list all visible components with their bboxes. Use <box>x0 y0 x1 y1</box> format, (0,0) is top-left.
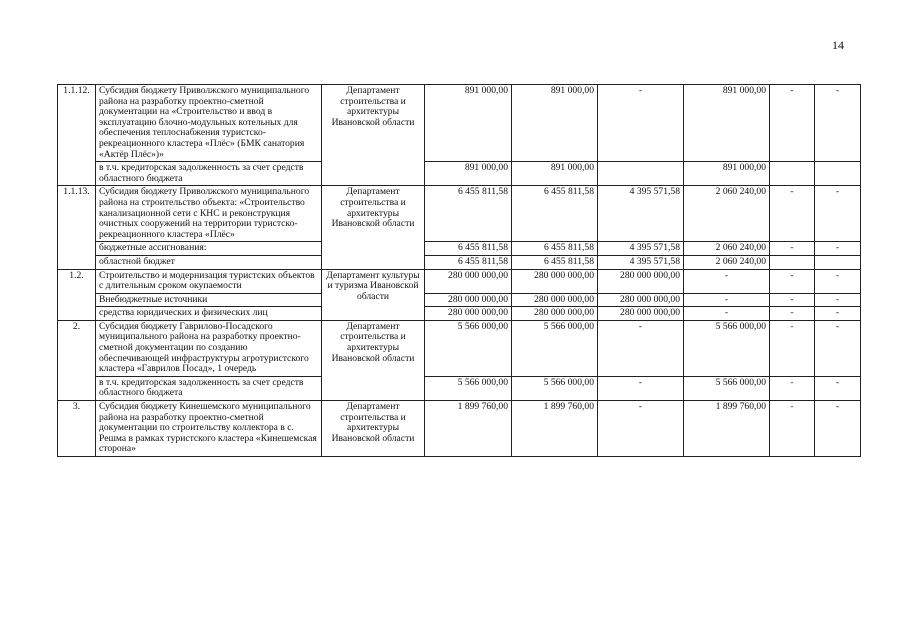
table-row <box>58 186 861 242</box>
amount-cell: 891 000,00 <box>512 162 598 186</box>
amount-cell: 4 395 571,58 <box>598 255 684 269</box>
responsible-department: Департамент строительства и архитектуры Ивановской области <box>322 320 425 400</box>
amount-cell: - <box>684 307 770 321</box>
amount-cell: - <box>815 293 861 307</box>
amount-cell <box>770 255 815 269</box>
amount-cell: - <box>770 320 815 376</box>
amount-cell: 5 566 000,00 <box>425 320 512 376</box>
amount-cell: 2 060 240,00 <box>684 186 770 242</box>
amount-cell: 891 000,00 <box>425 162 512 186</box>
amount-cell: 5 566 000,00 <box>684 376 770 400</box>
amount-cell: - <box>598 376 684 400</box>
amount-cell: - <box>815 307 861 321</box>
amount-cell: 891 000,00 <box>684 162 770 186</box>
table-row <box>58 376 861 400</box>
amount-cell: 6 455 811,58 <box>425 186 512 242</box>
amount-cell: 280 000 000,00 <box>512 307 598 321</box>
amount-cell: - <box>815 269 861 293</box>
amount-cell: - <box>770 376 815 400</box>
amount-cell: - <box>815 242 861 256</box>
amount-cell: 891 000,00 <box>425 85 512 162</box>
amount-cell: 280 000 000,00 <box>512 293 598 307</box>
table-row <box>58 269 861 293</box>
amount-cell: 5 566 000,00 <box>512 376 598 400</box>
amount-cell: 1 899 760,00 <box>425 401 512 457</box>
amount-cell: - <box>598 85 684 162</box>
table-row <box>58 307 861 321</box>
amount-cell <box>815 162 861 186</box>
amount-cell: 4 395 571,58 <box>598 186 684 242</box>
table-row <box>58 255 861 269</box>
amount-cell: 280 000 000,00 <box>425 269 512 293</box>
amount-cell: - <box>815 376 861 400</box>
amount-cell: 1 899 760,00 <box>512 401 598 457</box>
amount-cell <box>598 162 684 186</box>
row-number: 1.1.12. <box>58 85 96 186</box>
item-description: в т.ч. кредиторская задолженность за счет средств областного бюджета <box>96 162 322 186</box>
row-number: 3. <box>58 401 96 457</box>
amount-cell: 1 899 760,00 <box>684 401 770 457</box>
amount-cell: 5 566 000,00 <box>425 376 512 400</box>
row-number: 1.2. <box>58 269 96 320</box>
amount-cell <box>770 162 815 186</box>
item-description: средства юридических и физических лиц <box>96 307 322 321</box>
item-description: в т.ч. кредиторская задолженность за счет средств областного бюджета <box>96 376 322 400</box>
table-row <box>58 162 861 186</box>
amount-cell: 5 566 000,00 <box>512 320 598 376</box>
row-number: 1.1.13. <box>58 186 96 269</box>
item-description: Субсидия бюджету Приволжского муниципального района на строительство объекта: «Строительство канализационной сети с КНС и реконструкция очистных сооружений на территории туристско-рекреационного кластера «Плёс» <box>96 186 322 242</box>
amount-cell: - <box>815 186 861 242</box>
amount-cell: 280 000 000,00 <box>598 269 684 293</box>
table-row <box>58 401 861 457</box>
amount-cell: 280 000 000,00 <box>512 269 598 293</box>
item-description: областной бюджет <box>96 255 322 269</box>
amount-cell: - <box>815 320 861 376</box>
budget-table <box>57 84 861 457</box>
amount-cell: 891 000,00 <box>684 85 770 162</box>
amount-cell: 6 455 811,58 <box>512 186 598 242</box>
amount-cell: 6 455 811,58 <box>425 242 512 256</box>
amount-cell: - <box>684 293 770 307</box>
row-number: 2. <box>58 320 96 400</box>
item-description: Субсидия бюджету Кинешемского муниципального района на разработку проектно-сметной документации по строительству коллектора в с. Решма в рамках туристского кластера «Кинешемская сторона» <box>96 401 322 457</box>
page-number: 14 <box>832 38 844 52</box>
amount-cell: - <box>598 401 684 457</box>
amount-cell: - <box>770 401 815 457</box>
amount-cell: 6 455 811,58 <box>512 242 598 256</box>
amount-cell: 4 395 571,58 <box>598 242 684 256</box>
amount-cell <box>815 255 861 269</box>
amount-cell: - <box>598 320 684 376</box>
item-description: Субсидия бюджету Приволжского муниципального района на разработку проектно-сметной документации на «Строительство и ввод в эксплуатацию блочно-модульных котельных для обеспечения теплоснабжения туристско-рекреационного кластера «Плёс» (БМК санатория «Актёр Плёс»)» <box>96 85 322 162</box>
amount-cell: 280 000 000,00 <box>598 293 684 307</box>
responsible-department: Департамент культуры и туризма Ивановской области <box>322 269 425 320</box>
item-description: Внебюджетные источники <box>96 293 322 307</box>
amount-cell: - <box>770 85 815 162</box>
amount-cell: - <box>815 401 861 457</box>
table-row <box>58 320 861 376</box>
amount-cell: 5 566 000,00 <box>684 320 770 376</box>
amount-cell: 891 000,00 <box>512 85 598 162</box>
amount-cell: - <box>684 269 770 293</box>
item-description: Субсидия бюджету Гаврилово-Посадского муниципального района на разработку проектно-сметной документации по созданию обеспечивающей инфраструктуры агротуристского кластера «Гаврилов Посад», 1 очередь <box>96 320 322 376</box>
table-row <box>58 293 861 307</box>
amount-cell: 2 060 240,00 <box>684 242 770 256</box>
amount-cell: 280 000 000,00 <box>425 307 512 321</box>
amount-cell: - <box>770 269 815 293</box>
amount-cell: 6 455 811,58 <box>512 255 598 269</box>
table-row <box>58 242 861 256</box>
amount-cell: - <box>770 186 815 242</box>
responsible-department: Департамент строительства и архитектуры Ивановской области <box>322 85 425 186</box>
responsible-department: Департамент строительства и архитектуры Ивановской области <box>322 401 425 457</box>
amount-cell: - <box>815 85 861 162</box>
item-description: Строительство и модернизация туристских объектов с длительным сроком окупаемости <box>96 269 322 293</box>
amount-cell: 6 455 811,58 <box>425 255 512 269</box>
table-row <box>58 85 861 162</box>
amount-cell: 2 060 240,00 <box>684 255 770 269</box>
amount-cell: 280 000 000,00 <box>598 307 684 321</box>
amount-cell: - <box>770 293 815 307</box>
amount-cell: - <box>770 242 815 256</box>
item-description: бюджетные ассигнования: <box>96 242 322 256</box>
amount-cell: 280 000 000,00 <box>425 293 512 307</box>
responsible-department: Департамент строительства и архитектуры Ивановской области <box>322 186 425 269</box>
amount-cell: - <box>770 307 815 321</box>
